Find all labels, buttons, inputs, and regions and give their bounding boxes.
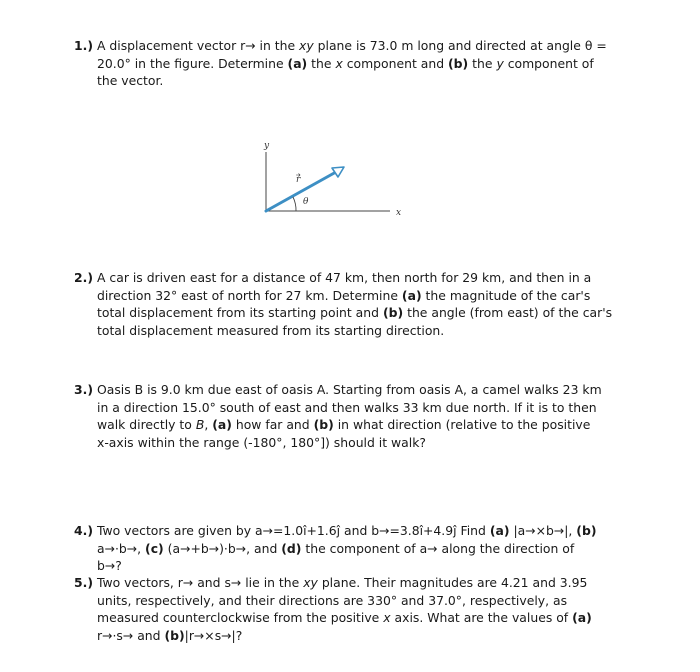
vector-arrowhead [332, 167, 344, 177]
text-line: Oasis B is 9.0 km due east of oasis A. Starting from oasis A, a camel walks 23 km [97, 382, 602, 397]
problem-number: 3.) [74, 382, 93, 397]
variable: xy [299, 38, 314, 53]
angle-label: θ [303, 197, 309, 207]
text-line: A displacement vector r→ in the xy plane is 73.0 m long and directed at angle θ = [97, 38, 607, 53]
text-line: measured counterclockwise from the positive x axis. What are the values of (a) [97, 610, 592, 625]
vector-figure [252, 138, 412, 222]
text-line: x-axis within the range (-180°, 180°]) should it walk? [97, 434, 426, 450]
text-line: Two vectors are given by a→=1.0î+1.6ĵ and b→=3.8î+4.9ĵ Find (a) |a→×b→|, (b) [97, 523, 597, 538]
text-line: direction 32° east of north for 27 km. Determine (a) the magnitude of the car's [97, 287, 591, 303]
part-label: (b) [313, 417, 334, 432]
part-label: (a) [287, 55, 308, 71]
problem-text [97, 269, 634, 339]
part-label: (b) [164, 627, 185, 643]
part-label: (a) [212, 417, 232, 432]
variable: xy [303, 575, 318, 590]
part-label: (a) [572, 610, 592, 625]
text-line: total displacement from its starting point and (b) the angle (from east) of the car's [97, 305, 613, 320]
text-line: units, respectively, and their directions are 330° and 37.0°, respectively, as [97, 592, 568, 608]
text-line: walk directly to B, (a) how far and (b) in what direction (relative to the positive [97, 417, 591, 432]
text-line: 20.0° in the figure. Determine (a) the x component and (b) the y component of [97, 55, 594, 71]
text-line: Two vectors, r→ and s→ lie in the xy plane. Their magnitudes are 4.21 and 3.95 [97, 575, 588, 590]
angle-arc [293, 197, 296, 211]
problem-number: 4.) [74, 523, 93, 538]
variable: B [195, 417, 205, 432]
x-axis-label: x [396, 208, 402, 218]
problem-number: 5.) [74, 575, 93, 590]
text-line: r→·s→ and (b)|r→×s→|? [97, 627, 243, 643]
text-line: the vector. [97, 73, 164, 88]
problem-text [97, 381, 634, 451]
text-line: in a direction 15.0° south of east and then walks 33 km due north. If it is to then [97, 399, 597, 415]
problem-text [97, 522, 634, 575]
text-line: a→·b→, (c) (a→+b→)·b→, and (d) the component of a→ along the direction of [97, 540, 575, 556]
problem-3 [74, 381, 634, 451]
text-line: total displacement measured from its starting direction. [97, 322, 445, 338]
text-line: A car is driven east for a distance of 47 km, then north for 29 km, and then in a [97, 270, 592, 285]
problem-text [97, 574, 634, 644]
problem-1 [74, 37, 634, 90]
part-label: (a) [401, 287, 422, 303]
problem-number: 2.) [74, 270, 93, 285]
variable: x [335, 55, 343, 71]
text-line: b→? [97, 558, 122, 573]
part-label: (c) [145, 540, 164, 556]
part-label: (a) [489, 523, 510, 538]
part-label: (b) [576, 523, 597, 538]
vector-label: r [296, 175, 301, 185]
part-label: (b) [382, 305, 404, 320]
problem-2 [74, 269, 634, 339]
y-axis-label: y [264, 141, 270, 151]
displacement-vector [266, 172, 336, 211]
part-label: (b) [448, 55, 469, 71]
part-label: (d) [281, 540, 302, 556]
variable: y [496, 55, 504, 71]
problem-4 [74, 522, 634, 575]
problem-number: 1.) [74, 38, 93, 53]
variable: x [383, 610, 391, 625]
problem-5 [74, 574, 634, 644]
problem-text [97, 37, 634, 90]
